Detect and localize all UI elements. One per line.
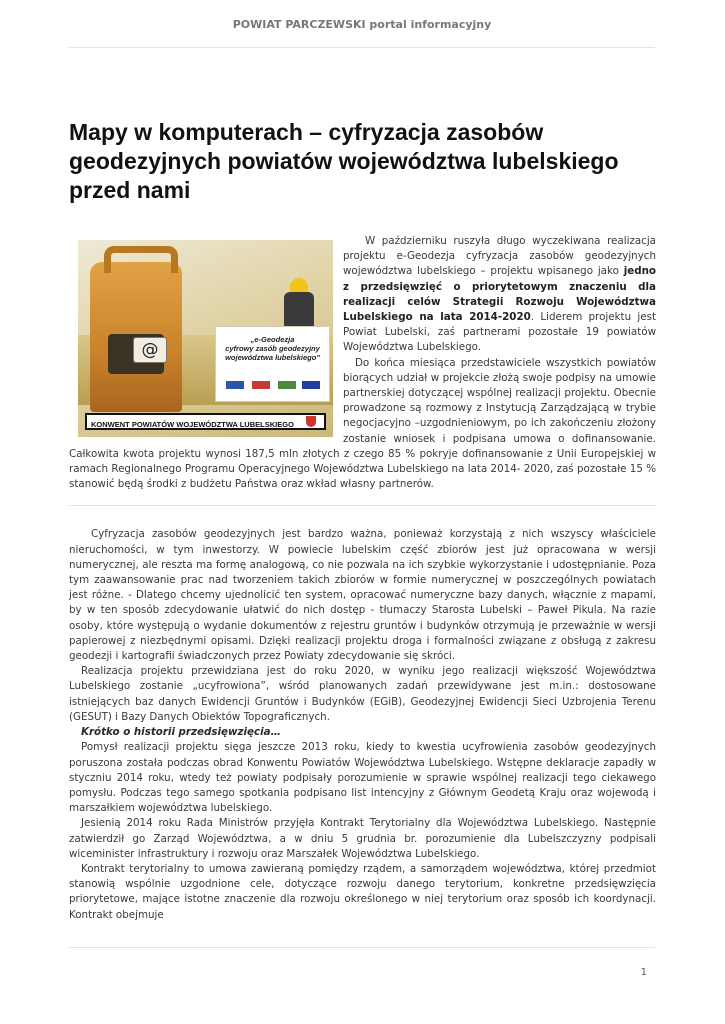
project-card-line1: „e-Geodezja: [250, 335, 295, 344]
article-body: [69, 234, 656, 923]
paragraph-1-bold: jedno z przedsięwzięć o priorytetowym znaczeniu dla realizacji celów Strategii Rozwoju Województwa Lubelskiego na lata 2014-2020: [343, 265, 656, 324]
project-card: [215, 326, 330, 402]
funding-logos: [226, 381, 321, 391]
region-logo: [252, 381, 270, 389]
paragraph-6: Jesienią 2014 roku Rada Ministrów przyjęła Kontrakt Terytorialny dla Województwa Lubelskiego. Następnie zatwierdził go Zarząd Województwa, a w dniu 5 grudnia br. porozumienie dla Lubelszczyzny podpisali wiceminister infrastruktury i rozwoju oraz Marszałek Województwa Lubelskiego.: [69, 817, 656, 860]
section-divider: [69, 505, 656, 506]
paragraph-5: Pomysł realizacji projektu sięga jeszcze 2013 roku, kiedy to kwestia ucyfrowienia zasobów geodezyjnych poruszona została podczas obrad Konwentu Powiatów Województwa Lubelskiego. Wstępne deklaracje zapadły w styczniu 2014 roku, wtedy też powiaty podpisały porozumienie w sprawie wspólnej realizacji tego ciekawego pomysłu. Podczas tego samego spotkania podpisano list intencyjny z Głównym Geodetą Kraju oraz wojewodą i marszałkiem województwa lubelskiego.: [69, 741, 656, 815]
paragraph-4: Realizacja projektu przewidziana jest do roku 2020, w wyniku jego realizacji większość Województwa Lubelskiego zostanie „ucyfrowiona”, wśród planowanych zadań przewidywane jest m.in.: dostosowane istniejących baz danych Ewidencji Gruntów i Budynków (EGiB), Geodezyjnej Ewidencji Sieci Uzbrojenia Terenu (GESUT) i Bazy Danych Obiektów Topograficznych.: [69, 665, 656, 723]
history-subheading: Krótko o historii przedsięwzięcia…: [81, 726, 281, 739]
surveyor-helmet: [290, 278, 308, 292]
page-title: Mapy w komputerach – cyfryzacja zasobów geodezyjnych powiatów województwa lubelskiego przed nami: [69, 119, 619, 203]
eu-flag-logo: [302, 381, 320, 389]
site-name: POWIAT PARCZEWSKI portal informacyjny: [232, 18, 492, 31]
convention-banner: [85, 413, 326, 430]
paragraph-3: Cyfryzacja zasobów geodezyjnych jest bardzo ważna, ponieważ korzystają z nich wszyscy właściciele nieruchomości, w tym inwestorzy. W powiecie lubelskim część zbiorów jest już opracowana w wersji numerycznej, ale reszta ma formę analogową, co nie pozwala na ich szybkie wykorzystanie i udostępnianie. Poza tym zaawansowanie prac nad tworzeniem takich zbiorów w formie numerycznej w poszczególnych powiatach jest różne. - Dlatego chcemy ujednolicić ten system, opracować numeryczne bazy danych, włącznie z mapami, by w ten sposób zdecydowanie ułatwić do nich dostęp - tłumaczy Starosta Lubelski – Paweł Pikula. Na razie osoby, które występują o wydanie dokumentów z rejestru gruntów i budynków otrzymują je przeważnie w wersji papierowej z niezbędnymi opisami. Dzięki realizacji projektu droga i formalności związane z obsługą z zakresu geodezji i kartografii świadczonych przez Powiaty zdecydowanie się skróci.: [69, 528, 656, 663]
paragraph-1-text-b: . Liderem projektu jest Powiat Lubelski, zaś partnerami pozostałe 19 powiatów Województwa Lubelskiego.: [343, 311, 656, 354]
project-card-line3: województwa lubelskiego": [225, 353, 320, 362]
crest-icon: [306, 416, 316, 427]
site-header: [69, 17, 655, 48]
footer-divider: [69, 947, 655, 948]
paragraph-7: Kontrakt terytorialny to umowa zawieraną pomiędzy rządem, a samorządem województwa, której przedmiot stanowią wspólnie uzgodnione cele, dotyczące rozwoju danego terytorium, konkretne przedsięwzięcia priorytetowe, mające istotne znaczenie dla rozwoju określonego w niej terytorium oraz sposób ich koordynacji. Kontrakt obejmuje: [69, 862, 656, 921]
at-key: @: [133, 337, 167, 363]
instrument-handle: [104, 246, 178, 273]
program-logo: [278, 381, 296, 389]
article-image: [78, 240, 333, 437]
fund-logo: [226, 381, 244, 389]
page-number: 1: [640, 967, 647, 978]
paragraph-2: Do końca miesiąca przedstawiciele wszystkich powiatów biorących udział w projekcie złożą swoje podpisy na umowie partnerskiej dotyczącej wspólnej realizacji projektu. Obecnie prowadzone są rozmowy z Instytucją Zarządzającą w trybie negocjacyjno –uzgodnieniowym, po ich zakończeniu złożony zostanie wniosek i podpisana umowa o dofinansowanie. Całkowita kwota projektu wynosi 187,5 mln złotych z czego 85 % pokryje dofinansowanie z Unii Europejskiej w ramach Regionalnego Programu Operacyjnego Województwa Lubelskiego na lata 2014- 2020, zaś pozostałe 15 % stanowić będą środki z budżetu Państwa oraz wkład własny partnerów.: [69, 356, 656, 491]
convention-banner-text: KONWENT POWIATÓW WOJEWÓDZTWA LUBELSKIEGO: [91, 420, 294, 429]
paragraph-1-text-a: W październiku ruszyła długo wyczekiwana realizacja projektu e-Geodezja cyfryzacja zasobów geodezyjnych województwa lubelskiego – projektu wpisanego jako: [343, 235, 656, 278]
project-card-line2: cyfrowy zasób geodezyjny: [225, 344, 320, 353]
